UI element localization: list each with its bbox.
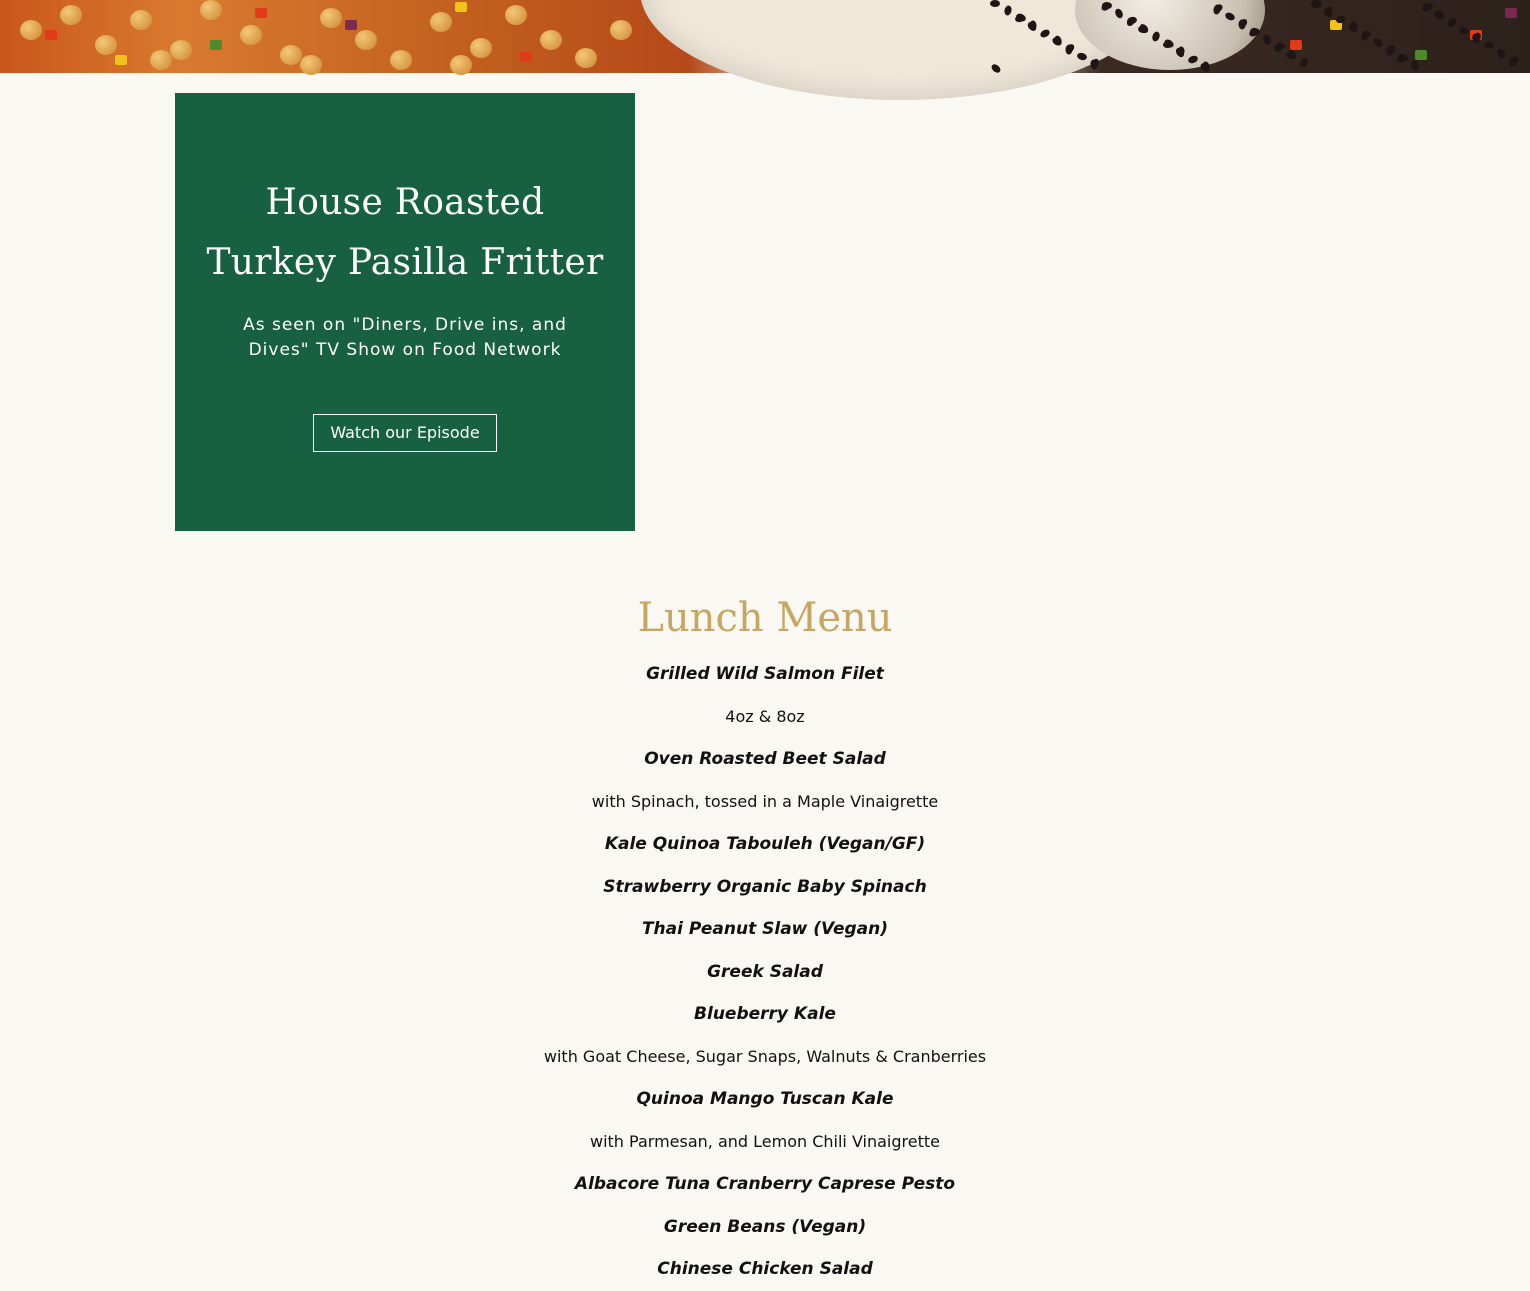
black-bean [1423,3,1433,11]
black-bean [990,0,1000,7]
black-bean [1508,55,1520,65]
black-bean [1335,15,1346,24]
black-bean [1275,43,1286,51]
menu-item-name: Oven Roasted Beet Salad [644,749,886,769]
black-bean [1495,47,1506,59]
chickpea [430,12,452,32]
chickpea [200,0,222,20]
chickpea [60,5,82,25]
pepper-piece [345,20,357,30]
feature-card [175,93,635,531]
food-banner-image [0,0,1530,73]
black-bean [1446,16,1458,28]
menu-item-description: with Goat Cheese, Sugar Snaps, Walnuts & Cranberries [543,1046,987,1066]
menu-item-description: with Parmesan, and Lemon Chili Vinaigrette [590,1131,940,1151]
chickpea [130,10,152,30]
chickpea [20,20,42,40]
menu-item-name: Greek Salad [707,961,823,982]
chickpea [470,38,492,58]
pepper-piece [115,55,127,65]
pepper-piece [45,30,57,40]
pepper-piece [255,8,267,18]
menu-item-name: Chinese Chicken Salad [657,1259,873,1279]
chickpea [95,35,117,55]
pepper-piece [1290,40,1302,50]
black-bean [1262,34,1272,46]
chickpea [280,45,302,65]
menu-item-name: Albacore Tuna Cranberry Caprese Pesto [574,1174,956,1194]
menu-item-description: with Spinach, tossed in a Maple Vinaigrette [591,791,939,811]
menu-item-name: Grilled Wild Salmon Filet [646,664,884,684]
menu-item-description: 4oz & 8oz [725,706,805,726]
pepper-piece [1415,50,1427,60]
chickpea [300,55,322,75]
black-bean [1459,26,1470,34]
menu-item-name: Blueberry Kale [694,1004,836,1024]
black-bean [1372,37,1384,48]
chickpea [150,50,172,70]
pepper-piece [455,2,467,12]
chickpea [610,20,632,40]
black-bean [1299,56,1310,68]
chickpea [170,40,192,60]
menu-item-name: Kale Quinoa Tabouleh (Vegan/GF) [604,834,926,854]
chickpea [540,30,562,50]
menu-item-name: Green Beans (Vegan) [663,1216,867,1237]
chickpea [505,5,527,25]
black-bean [1324,6,1333,17]
menu-title: Lunch Menu [637,595,893,641]
chickpea [320,8,342,28]
menu-item-name: Thai Peanut Slaw (Vegan) [641,919,889,939]
pepper-piece [520,52,532,62]
pepper-piece [1505,8,1517,18]
pepper-piece [210,40,222,50]
watch-episode-button[interactable]: Watch our Episode [313,414,497,452]
black-bean [1411,60,1420,71]
black-bean [1286,48,1297,60]
menu-list [0,653,1530,1291]
chickpea [240,25,262,45]
black-bean [1484,41,1495,49]
black-bean [1435,8,1446,20]
black-bean [1311,0,1323,9]
menu-item-name: Strawberry Organic Baby Spinach [603,876,927,897]
feature-title: House Roasted Turkey Pasilla Fritter [206,182,604,283]
chickpea [355,30,377,50]
chickpea [450,55,472,75]
chickpea [575,48,597,68]
feature-subtitle: As seen on "Diners, Drive ins, and Dives" TV Show on Food Network [243,315,567,360]
black-bean [1350,21,1357,31]
chickpea [390,50,412,70]
menu-item-name: Quinoa Mango Tuscan Kale [636,1089,894,1109]
